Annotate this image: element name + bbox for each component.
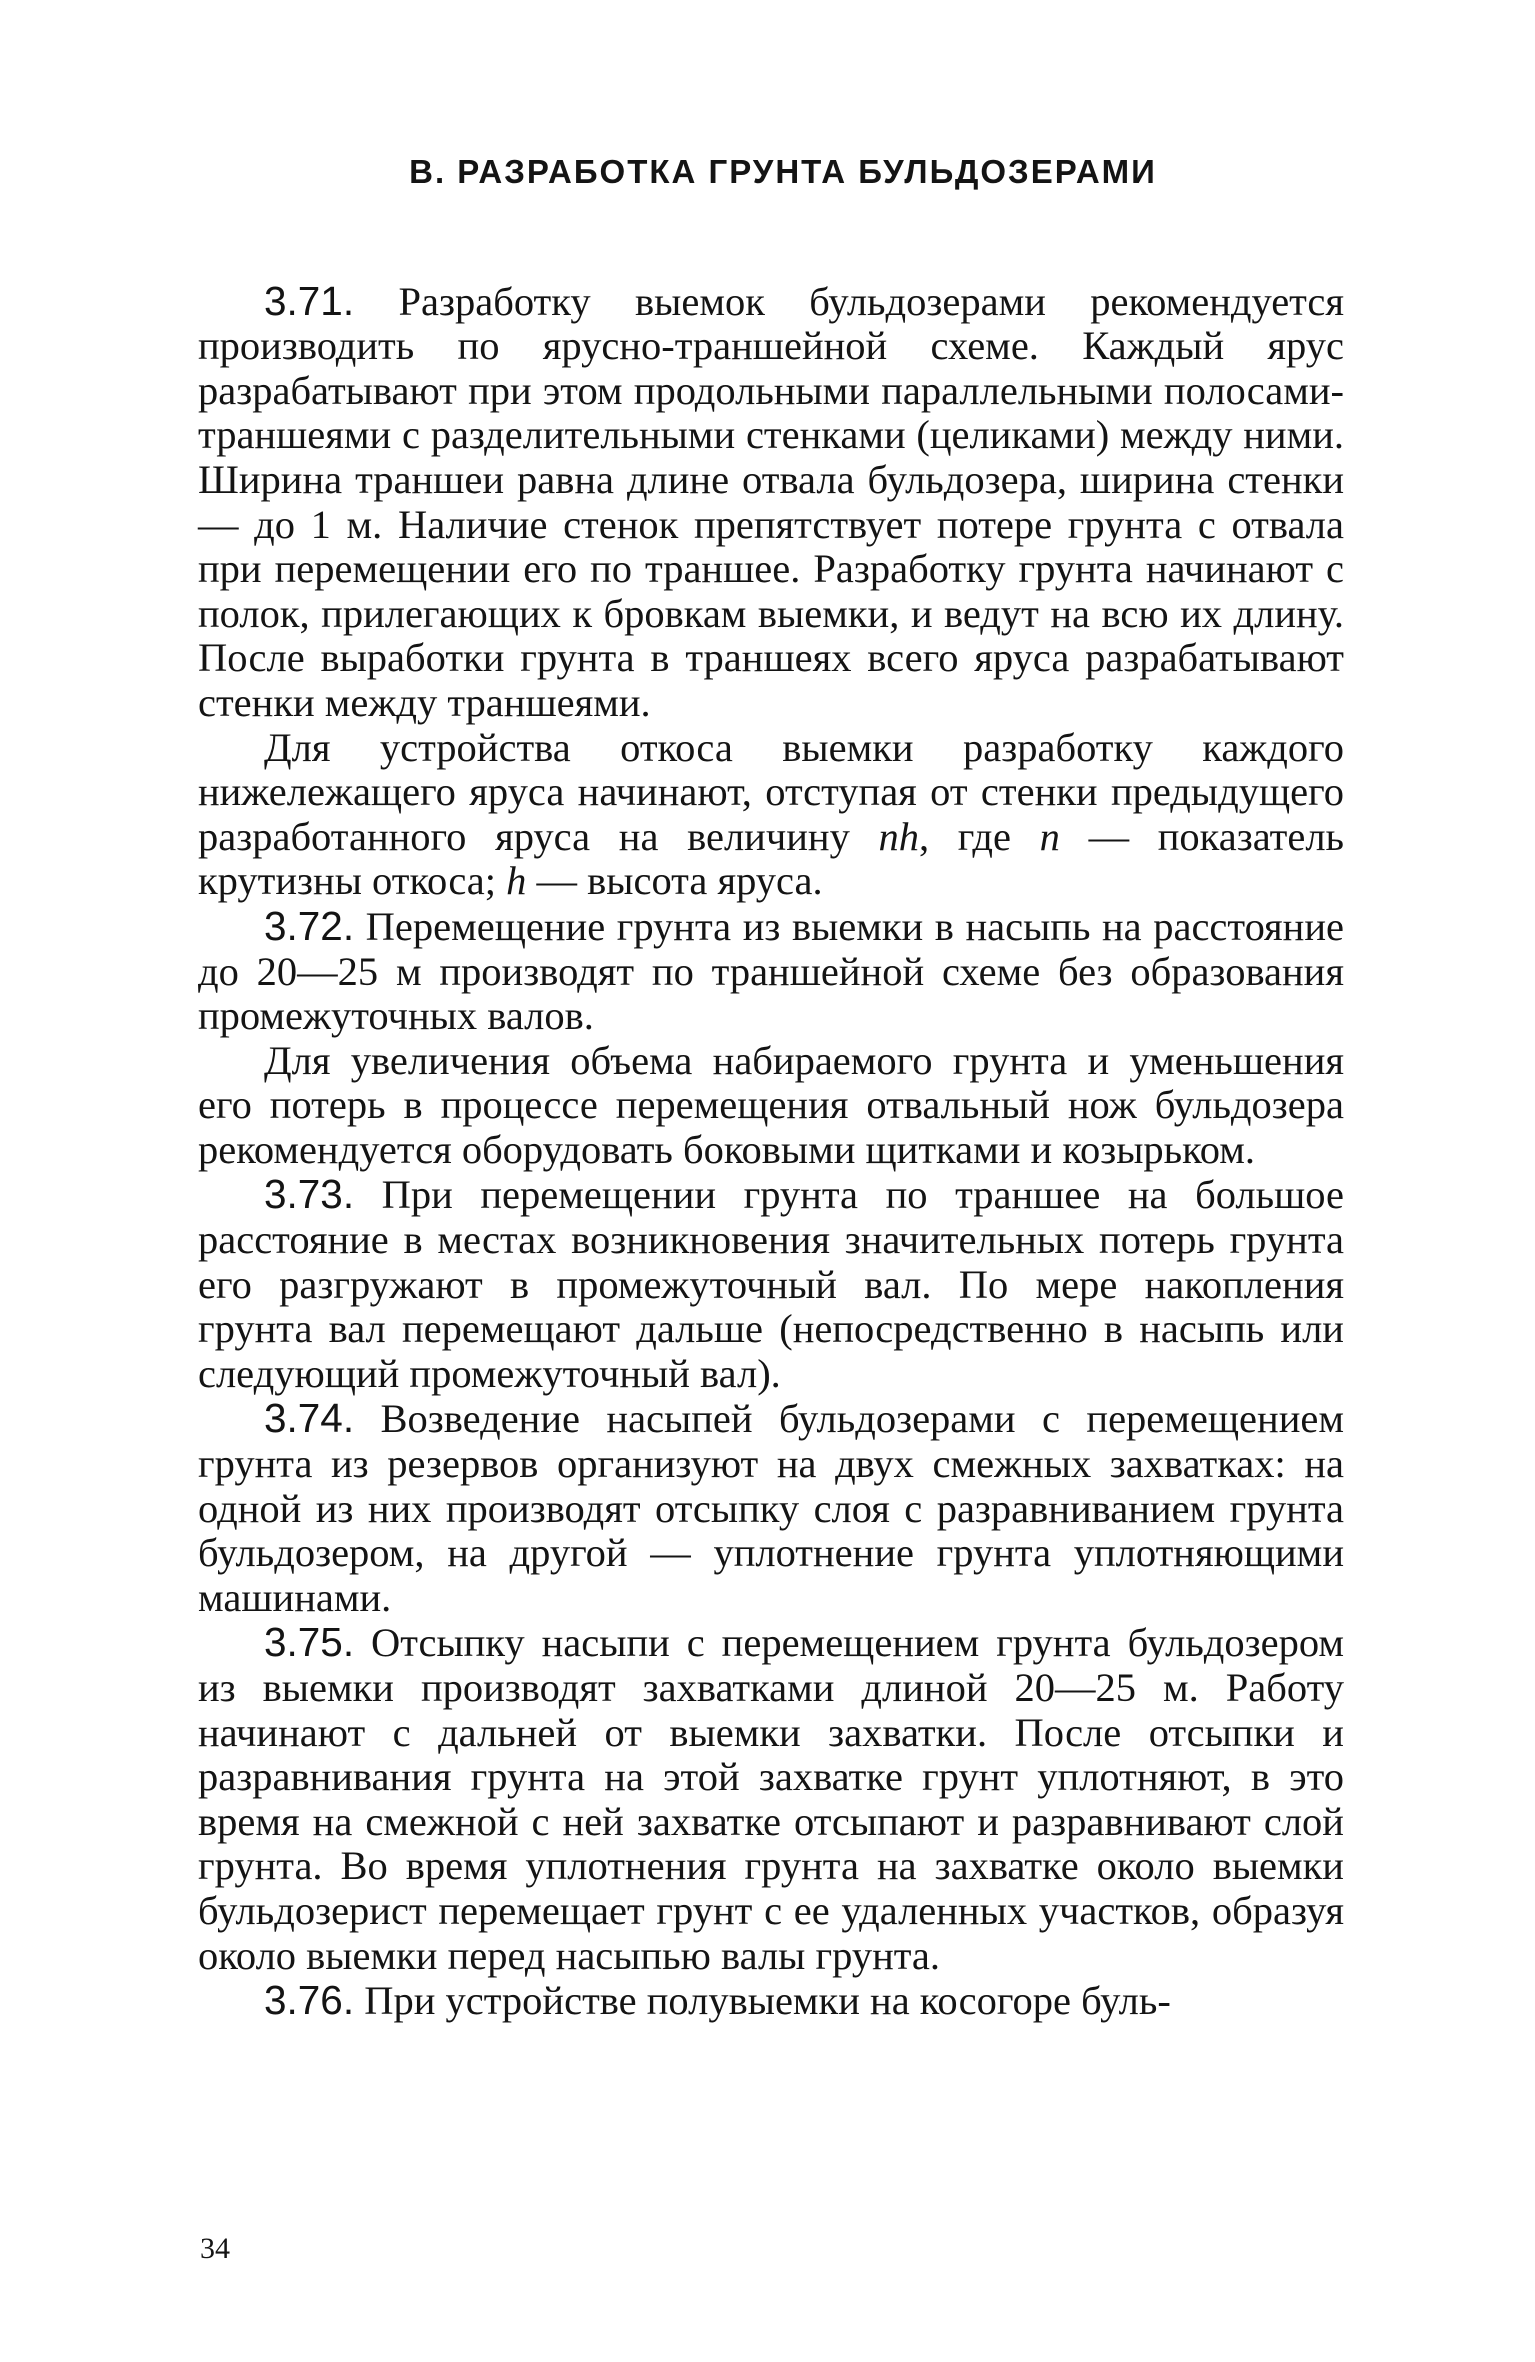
paragraph-3-73 bbox=[198, 1172, 1344, 1396]
section-heading: В. РАЗРАБОТКА ГРУНТА БУЛЬДОЗЕРАМИ bbox=[409, 153, 1157, 190]
paragraph-text: Перемещение грунта из выемки в насыпь на расстояние до 20—25 м производят по траншейной схеме без образования промежуточных валов. bbox=[198, 903, 1344, 1039]
paragraph-shields bbox=[198, 1039, 1344, 1173]
paragraph-text: Возведение насыпей бульдозерами с перемещением грунта из резервов организуют на двух смежных захватках: на одной из них производят отсыпку слоя с разравниванием грунта бульдозером, на другой — уплотнение грунта уплотняющими машинами. bbox=[198, 1396, 1344, 1620]
variable-h: h bbox=[506, 858, 527, 904]
document-page bbox=[198, 150, 1344, 2024]
paragraph-text: При устройстве полувыемки на косогоре буль- bbox=[354, 1978, 1171, 2024]
page-number: 34 bbox=[200, 2232, 230, 2265]
variable-n: n bbox=[1039, 813, 1060, 859]
clause-number: 3.72. bbox=[264, 902, 355, 949]
clause-number: 3.71. bbox=[264, 277, 355, 324]
paragraph-3-72 bbox=[198, 904, 1344, 1039]
clause-number: 3.74. bbox=[264, 1395, 355, 1442]
paragraph-3-75 bbox=[198, 1620, 1344, 1978]
formula-nh: nh bbox=[878, 813, 919, 859]
paragraph-text: , где bbox=[919, 813, 1040, 859]
clause-number: 3.73. bbox=[264, 1171, 355, 1218]
paragraph-text: Для увеличения объема набираемого грунта и уменьшения его потерь в процессе перемещения отвальный нож бульдозера рекомендуется оборудовать боковыми щитками и козырьком. bbox=[198, 1037, 1344, 1172]
paragraph-3-76 bbox=[198, 1978, 1344, 2024]
clause-number: 3.76. bbox=[264, 1977, 355, 2024]
paragraph-3-74 bbox=[198, 1396, 1344, 1620]
paragraph-text: — высота яруса. bbox=[526, 858, 823, 904]
paragraph-text: При перемещении грунта по траншее на большое расстояние в местах возникновения значительных потерь грунта его разгружают в промежуточный вал. По мере накопления грунта вал перемещают дальше (непосредственно в насыпь или следующий промежуточный вал). bbox=[198, 1172, 1344, 1396]
paragraph-text: — показатель крутизны откоса; bbox=[198, 813, 1344, 904]
paragraph-text: Разработку выемок бульдозерами рекомендуется производить по ярусно-траншейной схеме. Каждый ярус разрабатывают при этом продольными параллельными полосами-траншеями с разделительными стенками (целиками) между ними. Ширина траншеи равна длине отвала бульдозера, ширина стенки — до 1 м. Наличие стенок препятствует потере грунта с отвала при перемещении его по траншее. Разработку грунта начинают с полок, прилегающих к бровкам выемки, и ведут на всю их длину. После выработки грунта в траншеях всего яруса разрабатывают стенки между траншеями. bbox=[198, 278, 1344, 725]
paragraph-3-71 bbox=[198, 279, 1344, 726]
paragraph-text: Для устройства откоса выемки разработку каждого нижележащего яруса начинают, отступая от стенки предыдущего разработанного яруса на величину bbox=[198, 724, 1344, 859]
paragraph-slope bbox=[198, 726, 1344, 904]
clause-number: 3.75. bbox=[264, 1619, 355, 1666]
paragraph-text: Отсыпку насыпи с перемещением грунта бульдозером из выемки производят захватками длиной 20—25 м. Работу начинают с дальней от выемки захватки. После отсыпки и разравнивания грунта на этой захватке грунт уплотняют, в это время на смежной с ней захватке отсыпают и разравнивают слой грунта. Во время уплотнения грунта на захватке около выемки бульдозерист перемещает грунт с ее удаленных участков, образуя около выемки перед насыпью валы грунта. bbox=[198, 1620, 1344, 1978]
